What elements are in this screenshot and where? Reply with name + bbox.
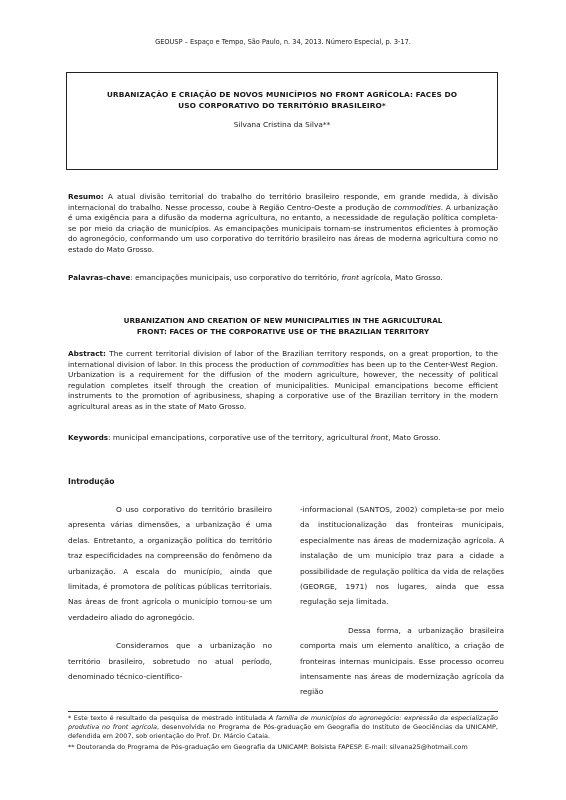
resumo-text-1: A atual divisão territorial do trabalho do território brasileiro responde, em grande medida, à divisão internacional do trabalho. Nesse processo, coube à Região Centro-Oeste a produção de	[68, 192, 498, 212]
resumo-italic-commodities: commodities	[393, 202, 441, 212]
footnote-1-italic-title: A família de municípios do agronegócio: expressão da especialização produtiva no front agrícola	[68, 714, 498, 731]
author-name: Silvana Cristina da Silva**	[233, 120, 331, 129]
abstract-paragraph	[68, 349, 498, 413]
resumo-paragraph	[68, 192, 498, 256]
right-column-paragraph-1: -informacional (SANTOS, 2002) completa-se por meio da institucionalização das fronteiras municipais, especialmente nas áreas de modernização agrícola. A instalação de um município traz para a cidade a possibilidade de regulação política da vida de relações (GEORGE, 1971) nos lugares, ainda que essa regulação seja limitada.	[300, 505, 504, 607]
palavras-chave-text-1: : emancipações municipais, uso corporativo do território,	[130, 273, 342, 282]
keywords-italic-front: front	[370, 433, 389, 442]
footnote-1	[68, 714, 498, 740]
abstract-italic-commodities: commodities	[301, 359, 349, 369]
abstract-text-2: has been up to the Center-West Region. Urbanization is a requirement for the diffusion of the modern agriculture, however, the necessity of political regulation completes itself through the creation of municipalities. Municipal emancipations become efficient instruments to the promotion of agribusiness, shaping a corporative use of the Brazilian territory in the modern agricultural areas as in the state of Mato Grosso.	[68, 359, 498, 411]
footnote-rule	[68, 711, 498, 712]
left-column-paragraph-2: Consideramos que a urbanização no território brasileiro, sobretudo no atual período, denominado técnico-científico-	[68, 641, 272, 682]
keywords-text-1: : municipal emancipations, corporative use of the territory, agricultural	[108, 433, 371, 442]
section-title-introducao: Introdução	[68, 477, 115, 486]
english-title	[80, 316, 486, 337]
footnote-1-text-2: , desenvolvida no Programa de Pós-graduação em Geografia do Instituto de Geociências da UNICAMP, defendida em 2007, sob orientação do Prof. Dr. Márcio Cataia.	[68, 722, 498, 740]
paper-title-line-2: USO CORPORATIVO DO TERRITÓRIO BRASILEIRO*	[178, 100, 386, 110]
running-head: GEOUSP – Espaço e Tempo, São Paulo, n. 34, 2013. Número Especial, p. 3-17.	[155, 38, 411, 46]
left-column-paragraph-1: O uso corporativo do território brasileiro apresenta várias dimensões, a urbanização é uma delas. Entretanto, a organização política do território traz especificidades na compreensão do fenômeno da urbanização. A escala do município, ainda que limitada, é promotora de políticas públicas territoriais. Nas áreas de front agrícola o município tornou-se um verdadeiro aliado do agronegócio.	[68, 505, 272, 622]
english-title-line-1: URBANIZATION AND CREATION OF NEW MUNICIPALITIES IN THE AGRICULTURAL	[123, 316, 443, 325]
resumo-text-2: . A urbanização é uma exigência para a difusão da moderna agricultura, no entanto, a necessidade de regulação política completa-se por meio da criação de municípios. As emancipações municipais tornam-se instrumentos eficientes à promoção do agronegócio, conformando um uso corporativo do território brasileiro nas áreas de moderna agricultura como no estado do Mato Grosso.	[68, 202, 498, 254]
keywords-label: Keywords	[68, 433, 109, 442]
right-column-paragraph-2: Dessa forma, a urbanização brasileira comporta mais um elemento analítico, a criação de fronteiras internas municipais. Esse processo ocorreu intensamente nas áreas de modernização agrícola da região	[300, 625, 504, 697]
footnote-1-text-1: * Este texto é resultado da pesquisa de mestrado intitulada	[68, 714, 269, 722]
palavras-chave-paragraph	[68, 273, 498, 284]
left-column	[68, 502, 272, 684]
right-column	[300, 502, 504, 700]
keywords-paragraph	[68, 433, 498, 444]
palavras-chave-label: Palavras-chave	[68, 273, 131, 282]
abstract-label: Abstract:	[68, 349, 106, 358]
keywords-text-2: , Mato Grosso.	[388, 433, 441, 442]
title-box	[66, 72, 498, 170]
footnote-2: ** Doutoranda do Programa de Pós-graduação em Geografia da UNICAMP. Bolsista FAPESP. E-mail: silvana25@hotmail.com	[68, 743, 468, 752]
resumo-label: Resumo:	[68, 192, 104, 201]
palavras-chave-text-2: agrícola, Mato Grosso.	[358, 273, 443, 282]
paper-title	[77, 90, 487, 111]
paper-title-line-1: URBANIZAÇÃO E CRIAÇÃO DE NOVOS MUNICÍPIOS NO FRONT AGRÍCOLA: FACES DO	[106, 90, 458, 99]
english-title-line-2: FRONT: FACES OF THE CORPORATIVE USE OF THE BRAZILIAN TERRITORY	[136, 326, 430, 336]
abstract-text-1: The current territorial division of labor of the Brazilian territory responds, on a great proportion, to the international division of labor. In this process the production of	[68, 349, 498, 369]
palavras-chave-italic-front: front	[341, 273, 359, 282]
footnotes	[68, 714, 498, 752]
